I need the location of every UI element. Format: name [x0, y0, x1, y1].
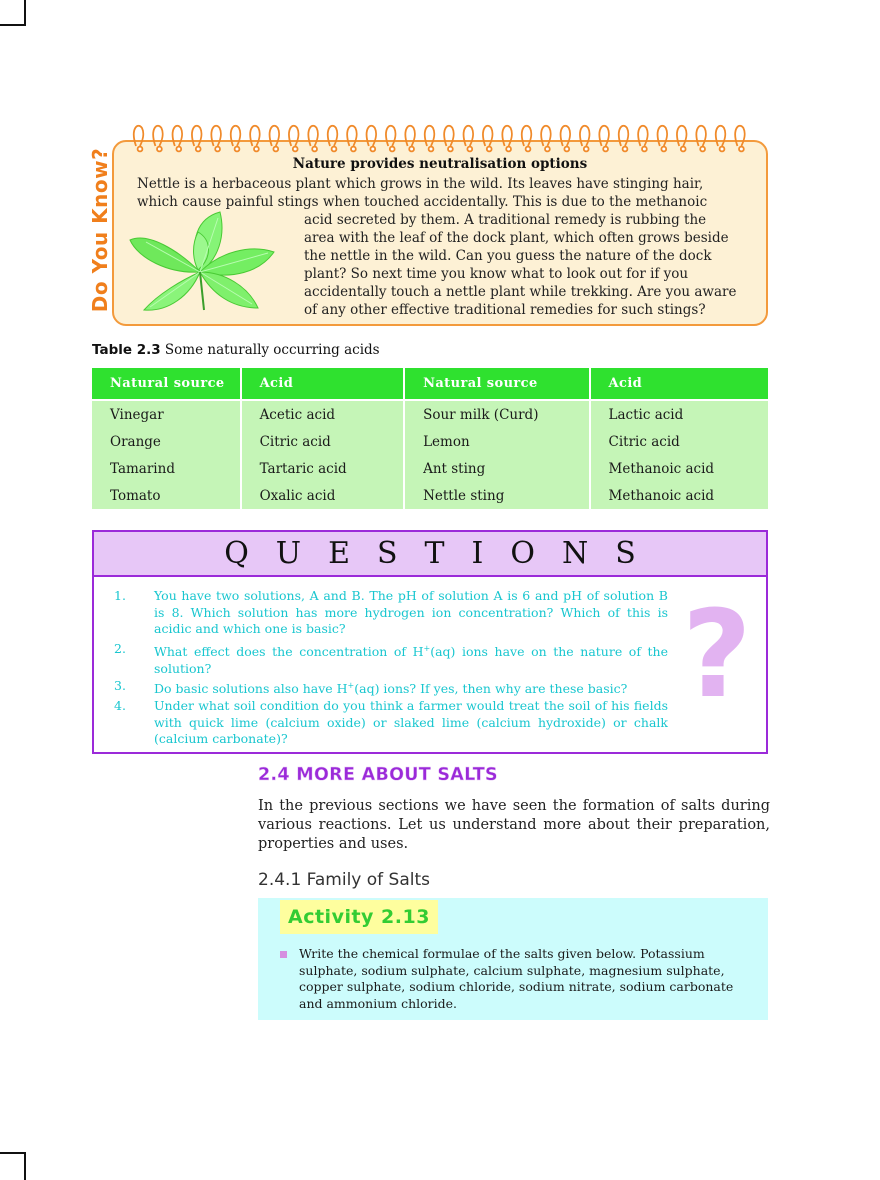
spiral-hole	[584, 147, 589, 152]
table-header-cell: Natural source	[405, 368, 588, 399]
spiral-loop	[541, 126, 550, 146]
spiral-loop	[231, 126, 240, 146]
spiral-hole	[448, 147, 453, 152]
nettle-leaf-illustration	[128, 210, 278, 315]
question-number: 3.	[114, 678, 126, 693]
spiral-hole	[700, 147, 705, 152]
spiral-hole	[661, 147, 666, 152]
spiral-hole	[487, 147, 492, 152]
table-caption	[92, 342, 380, 358]
spiral-loop	[735, 126, 744, 146]
table-cell: Citric acid	[591, 428, 768, 455]
table-header-cell: Natural source	[92, 368, 240, 399]
spiral-loop	[270, 126, 279, 146]
spiral-hole	[254, 147, 259, 152]
spiral-hole	[642, 147, 647, 152]
question-number: 4.	[114, 698, 126, 713]
table-caption-label: Table 2.3	[92, 342, 161, 358]
spiral-loop	[347, 126, 356, 146]
spiral-hole	[681, 147, 686, 152]
spiral-hole	[526, 147, 531, 152]
section-body-line: various reactions. Let us understand more about their preparation,	[258, 817, 770, 833]
do-you-know-line: the nettle in the wild. Can you guess the nature of the dock	[304, 248, 712, 264]
question-text: You have two solutions, A and B. The pH of solution A is 6 and pH of solution B is 8. Which solution has more hydrogen ion concentration? Which of this is acidic and which one is basic?	[154, 588, 668, 636]
spiral-hole	[176, 147, 181, 152]
section-body-line: properties and uses.	[258, 836, 409, 852]
table-cell: Nettle sting	[405, 482, 588, 509]
spiral-loop	[464, 126, 473, 146]
spiral-loop	[599, 126, 608, 146]
spiral-hole	[351, 147, 356, 152]
spiral-loop	[696, 126, 705, 146]
do-you-know-line: plant? So next time you know what to look out for if you	[304, 266, 689, 282]
spiral-loop	[677, 126, 686, 146]
spiral-hole	[157, 147, 162, 152]
spiral-hole	[739, 147, 744, 152]
subsection-title: 2.4.1 Family of Salts	[258, 870, 431, 890]
activity-text: Write the chemical formulae of the salts given below. Potassium sulphate, sodium sulphate, calcium sulphate, magnesium sulphate, copper sulphate, sodium chloride, sodium nitrate, sodium carbonate and ammonium chloride.	[299, 946, 734, 1011]
table-cell: Lemon	[405, 428, 588, 455]
spiral-hole	[720, 147, 725, 152]
spiral-loop	[211, 126, 220, 146]
spiral-hole	[370, 147, 375, 152]
table-cell: Tartaric acid	[242, 455, 404, 482]
spiral-loop	[153, 126, 162, 146]
table-row	[92, 482, 768, 509]
spiral-loop	[134, 126, 143, 146]
spiral-loop	[580, 126, 589, 146]
spiral-loop	[173, 126, 182, 146]
spiral-hole	[603, 147, 608, 152]
spiral-loop	[502, 126, 511, 146]
table-caption-text: Some naturally occurring acids	[160, 342, 380, 358]
section-body	[258, 797, 770, 854]
table-cell: Oxalic acid	[242, 482, 404, 509]
spiral-loop	[328, 126, 337, 146]
table-cell: Methanoic acid	[591, 482, 768, 509]
spiral-hole	[506, 147, 511, 152]
section-title: 2.4 MORE ABOUT SALTS	[258, 765, 498, 785]
table-cell: Tamarind	[92, 455, 240, 482]
crop-mark	[0, 1152, 26, 1154]
section-body-line: In the previous sections we have seen the formation of salts during	[258, 798, 770, 814]
spiral-loop	[522, 126, 531, 146]
question-number: 2.	[114, 641, 126, 656]
table-cell: Methanoic acid	[591, 455, 768, 482]
table-cell: Acetic acid	[242, 401, 404, 428]
question-number: 1.	[114, 588, 126, 603]
do-you-know-label: Do You Know?	[88, 147, 113, 313]
spiral-hole	[312, 147, 317, 152]
table-cell: Citric acid	[242, 428, 404, 455]
do-you-know-line: acid secreted by them. A traditional remedy is rubbing the	[304, 212, 707, 228]
table-row	[92, 401, 768, 428]
spiral-hole	[215, 147, 220, 152]
spiral-hole	[545, 147, 550, 152]
spiral-loop	[250, 126, 259, 146]
spiral-hole	[196, 147, 201, 152]
spiral-loop	[289, 126, 298, 146]
crop-mark	[24, 1152, 26, 1180]
spiral-hole	[467, 147, 472, 152]
table-header-cell: Acid	[242, 368, 404, 399]
questions-header	[94, 532, 766, 577]
activity-box	[258, 898, 768, 1020]
table-cell: Ant sting	[405, 455, 588, 482]
bullet-icon	[280, 951, 287, 958]
spiral-hole	[564, 147, 569, 152]
spiral-loop	[192, 126, 201, 146]
question-text: What effect does the concentration of H+(aq) ions have on the nature of the solution?	[154, 644, 669, 676]
do-you-know-line: Nettle is a herbaceous plant which grows in the wild. Its leaves have stinging hair,	[137, 176, 704, 192]
spiral-loop	[425, 126, 434, 146]
spiral-loop	[367, 126, 376, 146]
table-header-row	[92, 368, 768, 399]
spiral-loop	[716, 126, 725, 146]
spiral-hole	[409, 147, 414, 152]
do-you-know-line: area with the leaf of the dock plant, which often grows beside	[304, 230, 729, 246]
spiral-hole	[429, 147, 434, 152]
spiral-hole	[273, 147, 278, 152]
spiral-loop	[386, 126, 395, 146]
table-cell: Lactic acid	[591, 401, 768, 428]
do-you-know-title: Nature provides neutralisation options	[292, 156, 588, 172]
crop-mark	[24, 0, 26, 26]
table-row	[92, 428, 768, 455]
table-cell: Sour milk (Curd)	[405, 401, 588, 428]
spiral-hole	[138, 147, 143, 152]
acids-table	[92, 368, 768, 509]
spiral-loop	[638, 126, 647, 146]
spiral-loop	[405, 126, 414, 146]
spiral-hole	[235, 147, 240, 152]
do-you-know-line: accidentally touch a nettle plant while trekking. Are you aware	[304, 284, 737, 300]
questions-box	[92, 530, 768, 754]
table-cell: Tomato	[92, 482, 240, 509]
spiral-hole	[390, 147, 395, 152]
spiral-hole	[293, 147, 298, 152]
questions-heading: QUESTIONS	[224, 536, 663, 571]
spiral-loop	[483, 126, 492, 146]
table-cell: Orange	[92, 428, 240, 455]
do-you-know-line: of any other effective traditional remedies for such stings?	[304, 302, 706, 318]
table-cell: Vinegar	[92, 401, 240, 428]
crop-mark	[0, 24, 26, 26]
question-text: Under what soil condition do you think a farmer would treat the soil of his fields with quick lime (calcium oxide) or slaked lime (calcium hydroxide) or chalk (calcium carbonate)?	[154, 698, 668, 746]
question-text: Do basic solutions also have H+(aq) ions? If yes, then why are these basic?	[154, 681, 628, 697]
spiral-loop	[308, 126, 317, 146]
spiral-hole	[332, 147, 337, 152]
spiral-loop	[561, 126, 570, 146]
table-row	[92, 455, 768, 482]
question-mark-icon: ?	[682, 586, 752, 725]
spiral-loop	[658, 126, 667, 146]
do-you-know-line: which cause painful stings when touched accidentally. This is due to the methanoic	[137, 194, 708, 210]
spiral-hole	[623, 147, 628, 152]
table-header-cell: Acid	[591, 368, 768, 399]
spiral-loop	[444, 126, 453, 146]
activity-label: Activity 2.13	[280, 900, 438, 934]
spiral-binding	[130, 120, 750, 154]
spiral-loop	[619, 126, 628, 146]
